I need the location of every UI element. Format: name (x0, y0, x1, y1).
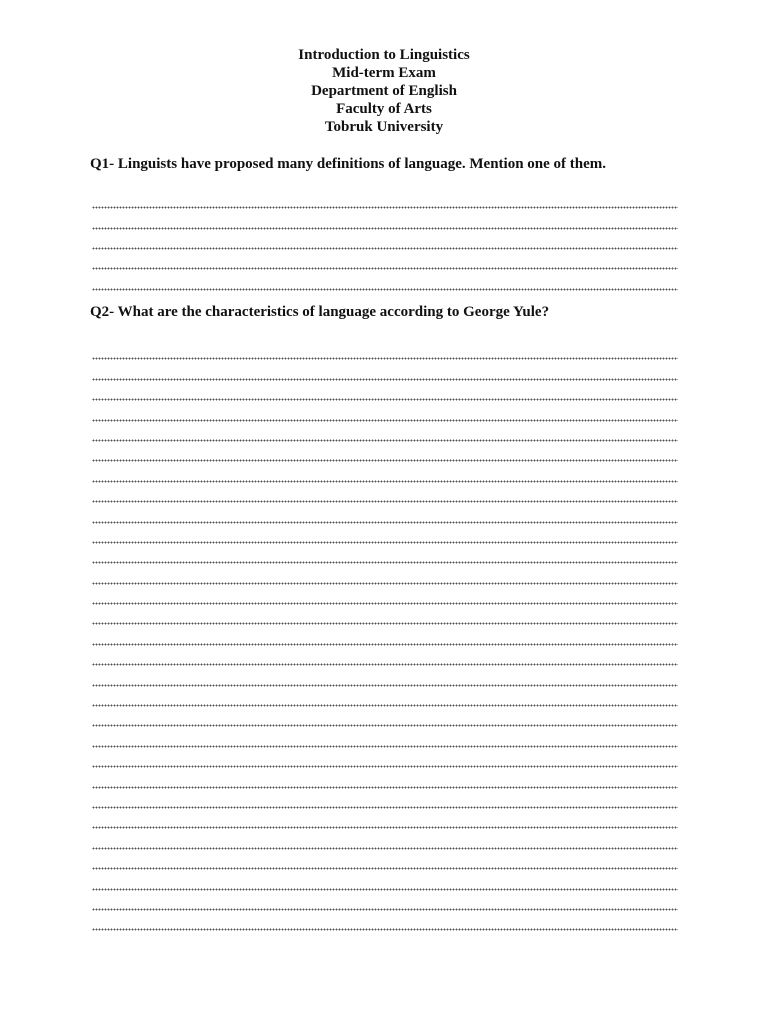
answer-line[interactable] (92, 360, 678, 380)
answer-line[interactable] (92, 381, 678, 401)
department-name: Department of English (311, 83, 457, 99)
answer-line[interactable] (92, 564, 678, 584)
answer-line[interactable] (92, 401, 678, 421)
answer-line[interactable] (92, 605, 678, 625)
question-1-answer-lines[interactable] (92, 189, 678, 291)
answer-line[interactable] (92, 340, 678, 360)
answer-line[interactable] (92, 250, 678, 270)
answer-line[interactable] (92, 209, 678, 229)
answer-line[interactable] (92, 230, 678, 250)
answer-line[interactable] (92, 707, 678, 727)
exam-header (0, 46, 768, 136)
answer-line[interactable] (92, 789, 678, 809)
answer-line[interactable] (92, 646, 678, 666)
answer-line[interactable] (92, 422, 678, 442)
answer-line[interactable] (92, 585, 678, 605)
answer-line[interactable] (92, 870, 678, 890)
question-1-text: Q1- Linguists have proposed many definitions of language. Mention one of them. (90, 156, 607, 172)
answer-line[interactable] (92, 911, 678, 931)
answer-line[interactable] (92, 442, 678, 462)
answer-line[interactable] (92, 891, 678, 911)
answer-line[interactable] (92, 850, 678, 870)
answer-line[interactable] (92, 809, 678, 829)
answer-line[interactable] (92, 687, 678, 707)
answer-line[interactable] (92, 544, 678, 564)
question-2-answer-lines[interactable] (92, 340, 678, 931)
answer-line[interactable] (92, 483, 678, 503)
answer-line[interactable] (92, 524, 678, 544)
answer-line[interactable] (92, 829, 678, 849)
answer-line[interactable] (92, 462, 678, 482)
question-2-text: Q2- What are the characteristics of language according to George Yule? (90, 304, 550, 320)
course-title: Introduction to Linguistics (298, 47, 470, 63)
answer-line[interactable] (92, 768, 678, 788)
answer-line[interactable] (92, 727, 678, 747)
answer-line[interactable] (92, 625, 678, 645)
university-name: Tobruk University (324, 119, 444, 135)
answer-line[interactable] (92, 748, 678, 768)
answer-line[interactable] (92, 270, 678, 290)
answer-line[interactable] (92, 666, 678, 686)
answer-line[interactable] (92, 503, 678, 523)
answer-line[interactable] (92, 189, 678, 209)
exam-type: Mid-term Exam (332, 65, 436, 81)
faculty-name: Faculty of Arts (336, 101, 432, 117)
